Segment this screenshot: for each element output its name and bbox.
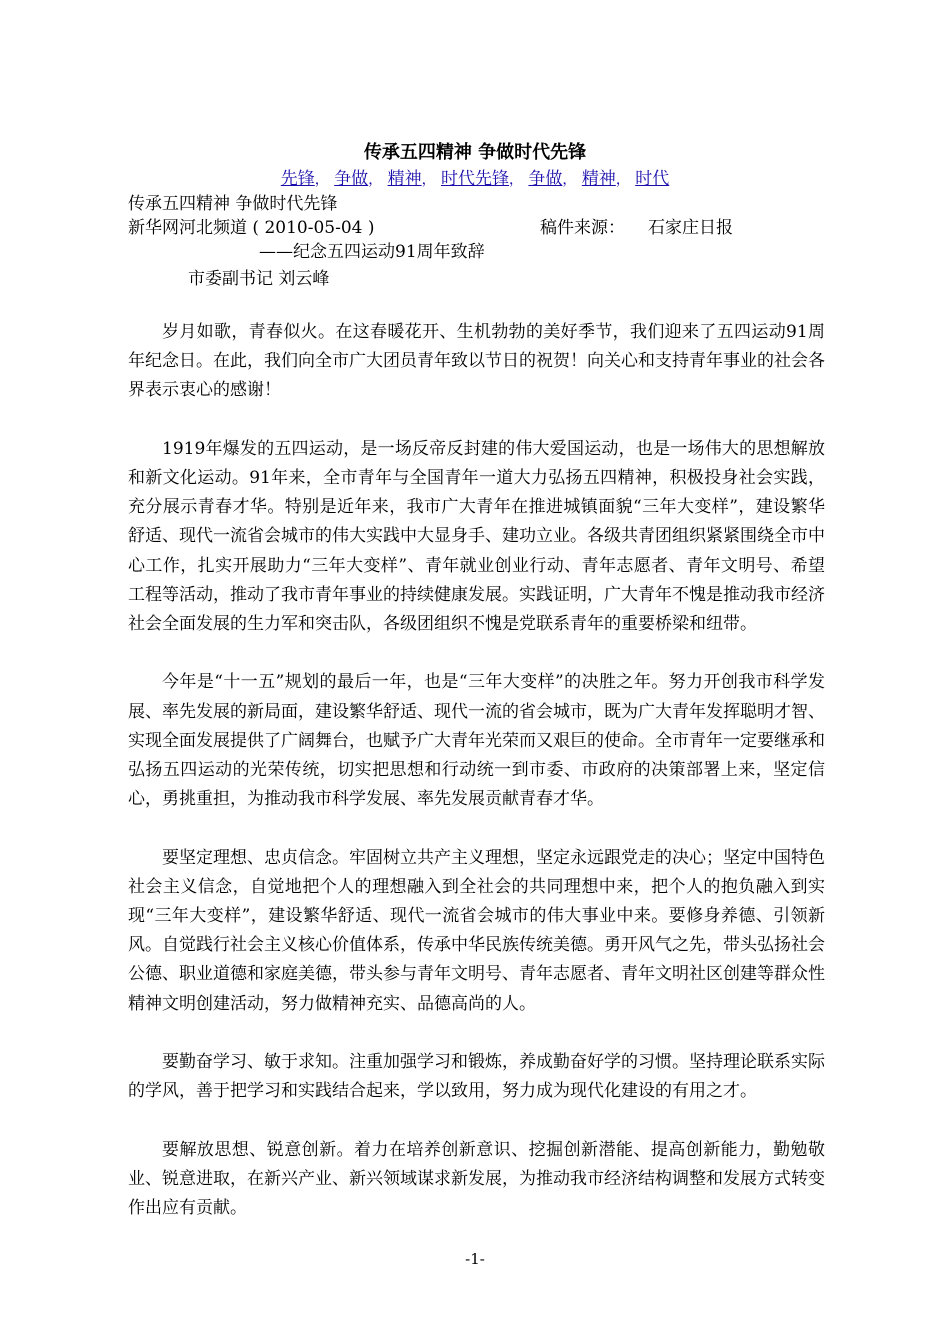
source-line: 新华网河北频道 ( 2010-05-04 ) (128, 218, 375, 238)
source-label: 稿件来源： (540, 218, 625, 238)
paragraph: 要解放思想、锐意创新。着力在培养创新意识、挖掘创新潜能、提高创新能力，勤勉敬业、锐意进取，在新兴产业、新兴领域谋求新发展，为推动我市经济结构调整和发展方式转变作出应有贡献。 (128, 1139, 825, 1219)
keyword-tags (0, 167, 950, 192)
article-body (128, 318, 825, 1252)
tag-separator: ， (509, 172, 523, 188)
tag-separator: ， (368, 172, 383, 188)
tag-link[interactable]: 时代 (635, 169, 670, 189)
paragraph: 岁月如歌，青春似火。在这春暖花开、生机勃勃的美好季节，我们迎来了五四运动91周年纪念日。在此，我们向全市广大团员青年致以节日的祝贺！向关心和支持青年事业的社会各界表示衷心的感谢！ (128, 322, 825, 401)
tag-separator: ， (562, 172, 577, 188)
tag-link[interactable]: 争做 (334, 169, 369, 189)
tag-link[interactable]: 精神 (387, 169, 422, 189)
source-value: 石家庄日报 (648, 218, 733, 238)
commemoration-line: ——纪念五四运动91周年致辞 (259, 242, 485, 262)
page-number: -1- (465, 1250, 485, 1268)
tag-link[interactable]: 时代先锋 (441, 169, 509, 189)
article-title: 传承五四精神 争做时代先锋 (363, 142, 587, 163)
tag-link[interactable]: 精神 (581, 169, 616, 189)
subtitle-repeat: 传承五四精神 争做时代先锋 (128, 194, 338, 214)
author-line: 市委副书记 刘云峰 (188, 269, 330, 289)
paragraph: 今年是“十一五”规划的最后一年，也是“三年大变样”的决胜之年。努力开创我市科学发展、率先发展的新局面，建设繁华舒适、现代一流的省会城市，既为广大青年发挥聪明才智、实现全面发展提供了广阔舞台，也赋予广大青年光荣而又艰巨的使命。全市青年一定要继承和弘扬五四运动的光荣传统，切实把思想和行动统一到市委、市政府的决策部署上来，坚定信心，勇挑重担，为推动我市科学发展、率先发展贡献青春才华。 (128, 672, 825, 810)
paragraph: 1919年爆发的五四运动，是一场反帝反封建的伟大爱国运动，也是一场伟大的思想解放和新文化运动。91年来，全市青年与全国青年一道大力弘扬五四精神，积极投身社会实践，充分展示青春才华。特别是近年来，我市广大青年在推进城镇面貌“三年大变样”，建设繁华舒适、现代一流省会城市的伟大实践中大显身手、建功立业。各级共青团组织紧紧围绕全市中心工作，扎实开展助力“三年大变样”、青年就业创业行动、青年志愿者、青年文明号、希望工程等活动，推动了我市青年事业的持续健康发展。实践证明，广大青年不愧是推动我市经济社会全面发展的生力军和突击队，各级团组织不愧是党联系青年的重要桥梁和纽带。 (128, 438, 825, 635)
tag-separator: ， (615, 172, 630, 188)
paragraph: 要坚定理想、忠贞信念。牢固树立共产主义理想，坚定永远跟党走的决心；坚定中国特色社会主义信念，自觉地把个人的理想融入到全社会的共同理想中来，把个人的抱负融入到实现“三年大变样”，建设繁华舒适、现代一流省会城市的伟大事业中来。要修身养德、引领新风。自觉践行社会主义核心价值体系，传承中华民族传统美德。勇开风气之先，带头弘扬社会公德、职业道德和家庭美德，带头参与青年文明号、青年志愿者、青年文明社区创建等群众性精神文明创建活动，努力做精神充实、品德高尚的人。 (128, 847, 825, 1014)
tag-link[interactable]: 先锋 (280, 169, 315, 189)
tag-separator: ， (314, 172, 329, 188)
tag-separator: ， (421, 172, 436, 188)
tag-link[interactable]: 争做 (528, 169, 563, 189)
paragraph: 要勤奋学习、敏于求知。注重加强学习和锻炼，养成勤奋好学的习惯。坚持理论联系实际的学风，善于把学习和实践结合起来，学以致用，努力成为现代化建设的有用之才。 (128, 1052, 825, 1102)
